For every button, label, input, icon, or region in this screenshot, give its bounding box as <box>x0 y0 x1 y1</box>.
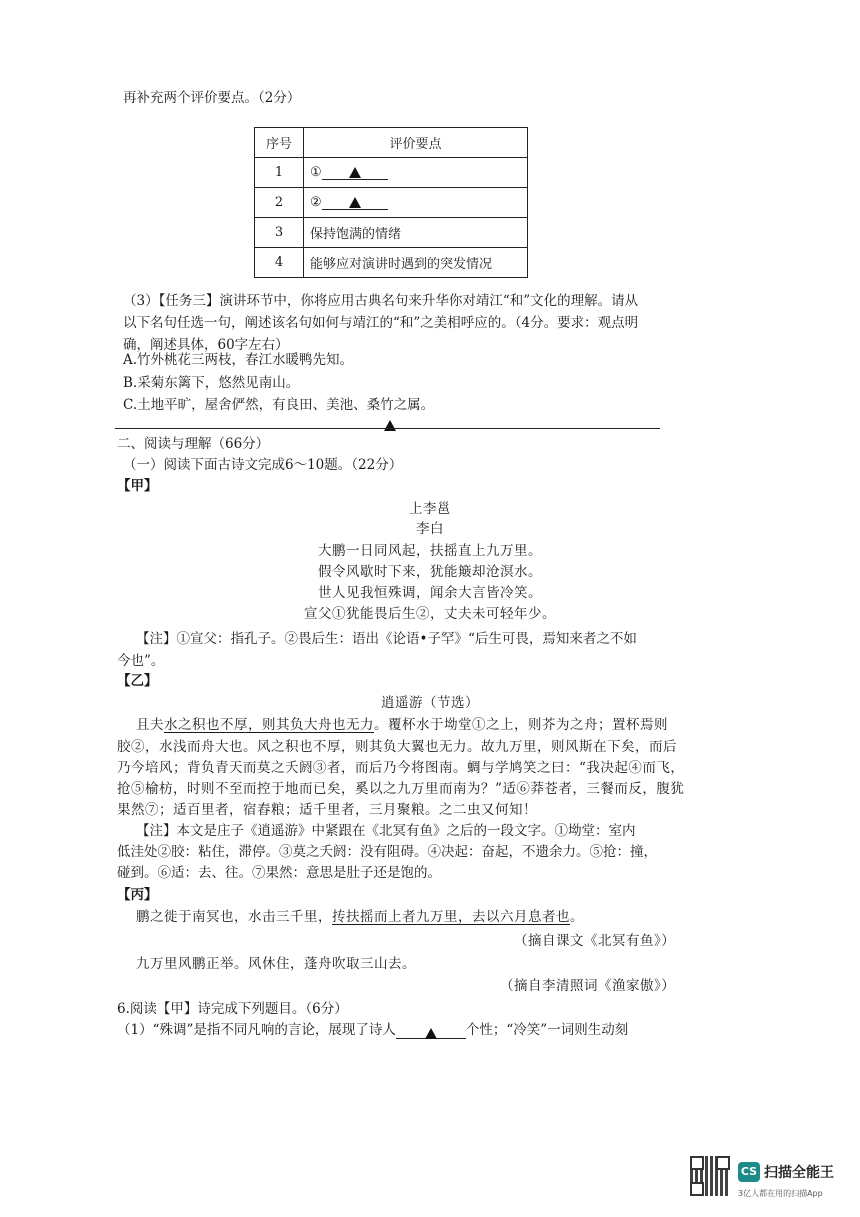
label-jia: 【甲】 <box>117 478 158 494</box>
divider <box>115 428 660 429</box>
option-c: C.土地平旷，屋舍俨然，有良田、美池、桑竹之属。 <box>123 397 435 413</box>
section-subtitle: （一）阅读下面古诗文完成6～10题。（22分） <box>123 457 403 473</box>
rubric-text: 能够应对演讲时遇到的突发情况 <box>304 248 528 278</box>
qr-code <box>690 1156 730 1196</box>
bing-line <box>136 908 584 926</box>
scanner-logo: CS <box>738 1162 760 1182</box>
bing-text: 鹏之徙于南冥也，水击三千里， <box>136 909 332 925</box>
task3-line: 确，阐述具体，60字左右） <box>123 337 289 353</box>
prose-text: 且夫 <box>136 717 164 733</box>
bing-line: 九万里风鹏正举。风休住，蓬舟吹取三山去。 <box>136 956 416 972</box>
note-line: 【注】①宣父：指孔子。②畏后生：语出《论语•子罕》“后生可畏，焉知来者之不如 <box>136 631 637 647</box>
poem-author: 李白 <box>416 521 444 537</box>
rubric-intro: 再补充两个评价要点。（2分） <box>123 90 301 106</box>
section-title: 二、阅读与理解（66分） <box>117 436 270 452</box>
question-title: 6.阅读【甲】诗完成下列题目。（6分） <box>117 1001 348 1017</box>
answer-blank[interactable] <box>396 1024 466 1039</box>
question-text: 个性；“冷笑”一词则生动刻 <box>465 1022 629 1038</box>
poem-line: 世人见我恒殊调，闻余大言皆冷笑。 <box>318 585 542 601</box>
rubric-num: 2 <box>255 188 304 218</box>
rubric-text: 保持饱满的情绪 <box>304 218 528 248</box>
answer-blank[interactable] <box>322 165 388 180</box>
rubric-num: 4 <box>255 248 304 278</box>
option-a: A.竹外桃花三两枝，春江水暖鸭先知。 <box>123 352 354 368</box>
poem-title: 上李邕 <box>409 501 451 517</box>
table-row <box>255 128 528 158</box>
rubric-blank-1[interactable] <box>304 158 528 188</box>
prose-line: 抢⑤榆枋，时则不至而控于地而已矣，奚以之九万里而南为？”适⑥莽苍者，三餐而反，腹犹 <box>117 781 685 797</box>
bing-source: （摘自课文《北冥有鱼》） <box>514 933 676 949</box>
label-bing: 【丙】 <box>117 887 158 903</box>
prose-underlined: 水之积也不厚，则其负大舟也无力 <box>164 717 374 733</box>
circled-mark: ① <box>310 165 322 180</box>
rubric-header-num: 序号 <box>255 128 304 158</box>
prose-text: 。覆杯水于坳堂①之上，则芥为之舟；置杯焉则 <box>374 717 668 733</box>
table-row <box>255 188 528 218</box>
poem-line: 假令风歇时下来，犹能簸却沧溟水。 <box>318 564 542 580</box>
prose-title: 逍遥游（节选） <box>381 695 479 711</box>
poem-line: 大鹏一日同风起，扶摇直上九万里。 <box>318 543 542 559</box>
scanner-name: 扫描全能王 <box>764 1165 834 1181</box>
note-line: 【注】本文是庄子《逍遥游》中紧跟在《北冥有鱼》之后的一段文字。①坳堂：室内 <box>136 823 636 839</box>
rubric-table <box>254 127 528 278</box>
task3-line: （3）【任务三】演讲环节中，你将应用古典名句来升华你对靖江“和”文化的理解。请从 <box>123 293 639 309</box>
question-line <box>117 1021 628 1039</box>
triangle-icon <box>349 167 361 178</box>
triangle-icon <box>349 197 361 208</box>
prose-line <box>136 716 668 734</box>
triangle-icon <box>384 420 396 431</box>
circled-mark: ② <box>310 195 322 210</box>
bing-text: 。 <box>570 909 584 925</box>
qr-corner <box>716 1156 730 1170</box>
note-line: 碰到。⑥适：去、往。⑦果然：意思是肚子还是饱的。 <box>117 865 441 881</box>
scanner-tagline: 3亿人都在用的扫描App <box>738 1189 823 1198</box>
note-line: 低洼处②胶：粘住，滞停。③莫之夭阏：没有阻碍。④决起：奋起，不遗余力。⑤抢：撞， <box>117 844 657 860</box>
prose-line: 乃今培风；背负青天而莫之夭阏③者，而后乃今将图南。蜩与学鸠笑之曰：“我决起④而飞， <box>117 760 685 776</box>
note-line: 今也”。 <box>117 653 165 669</box>
option-b: B.采菊东篱下，悠然见南山。 <box>123 375 300 391</box>
table-row <box>255 218 528 248</box>
question-text: （1）“殊调”是指不同凡响的言论，展现了诗人 <box>117 1022 396 1038</box>
triangle-icon <box>425 1028 437 1039</box>
task3-line: 以下名句任选一句，阐述该名句如何与靖江的“和”之美相呼应的。（4分。要求：观点明 <box>123 315 639 331</box>
prose-line: 果然⑦；适百里者，宿舂粮；适千里者，三月聚粮。之二虫又何知！ <box>117 802 537 818</box>
answer-marker <box>384 415 396 434</box>
rubric-num: 1 <box>255 158 304 188</box>
qr-corner <box>690 1182 704 1196</box>
poem-line: 宣父①犹能畏后生②，丈夫未可轻年少。 <box>304 606 556 622</box>
answer-blank[interactable] <box>322 195 388 210</box>
bing-underlined: 抟扶摇而上者九万里，去以六月息者也 <box>332 909 570 925</box>
rubric-blank-2[interactable] <box>304 188 528 218</box>
table-row <box>255 248 528 278</box>
label-yi: 【乙】 <box>117 673 158 689</box>
qr-corner <box>690 1156 704 1170</box>
bing-source: （摘自李清照词《渔家傲》） <box>500 978 676 994</box>
rubric-header-point: 评价要点 <box>304 128 528 158</box>
table-row <box>255 158 528 188</box>
rubric-num: 3 <box>255 218 304 248</box>
prose-line: 胶②，水浅而舟大也。风之积也不厚，则其负大翼也无力。故九万里，则风斯在下矣，而后 <box>117 739 677 755</box>
